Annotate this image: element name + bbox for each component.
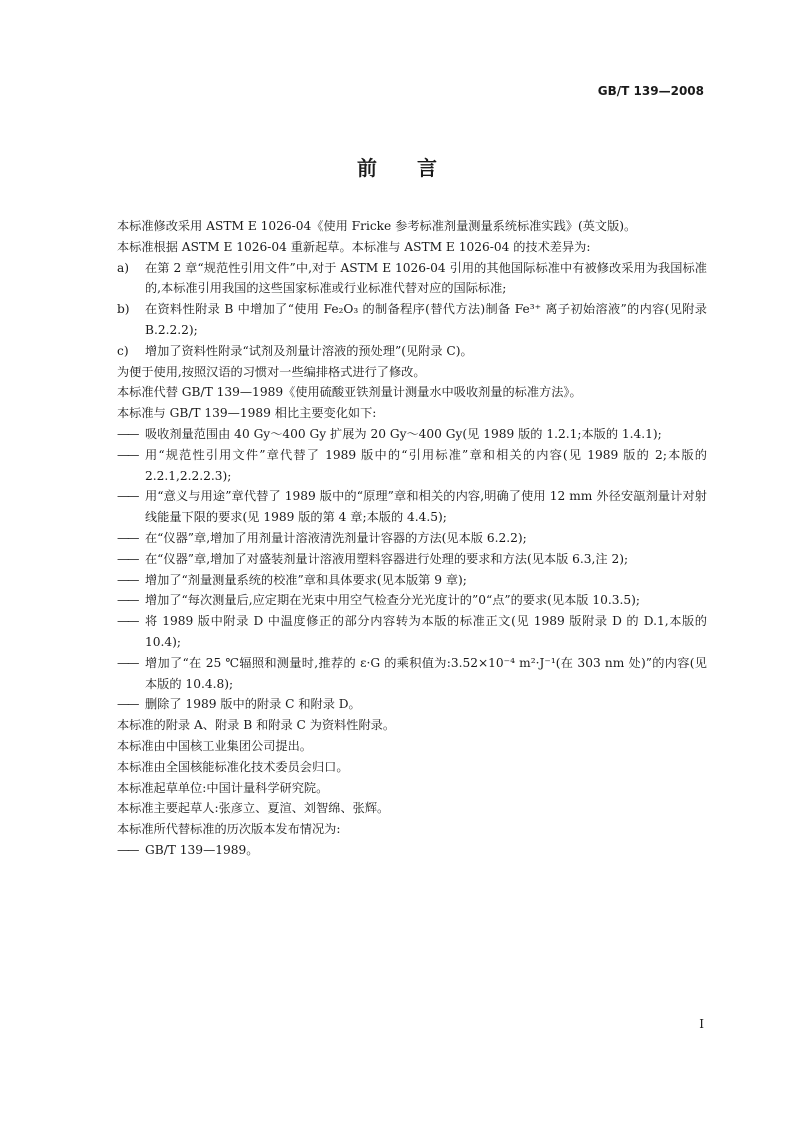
dash-marker: —— [117,572,138,587]
paragraph: 本标准起草单位:中国计量科学研究院。 [117,780,329,795]
diff-item-b [117,299,707,341]
paragraph: 本标准由中国核工业集团公司提出。 [117,738,312,753]
list-item-text: 增加了资料性附录“试剂及剂量计溶液的预处理”(见附录 C)。 [145,343,473,358]
list-item-text: 删除了 1989 版中的附录 C 和附录 D。 [145,697,361,712]
preface-body [117,216,707,861]
diff-item-a [117,258,707,300]
dash-marker: —— [117,551,138,566]
list-item-text: 用“规范性引用文件”章代替了 1989 版中的“引用标准”章和相关的内容(见 1989 版的 2;本版的 2.2.1,2.2.2.3); [145,447,707,483]
paragraph: 本标准与 GB/T 139—1989 相比主要变化如下: [117,406,377,421]
paragraph: 本标准主要起草人:张彦立、夏渲、刘智绵、张辉。 [117,801,390,816]
paragraph: 本标准的附录 A、附录 B 和附录 C 为资料性附录。 [117,718,396,733]
page-title: 前言 [357,156,477,180]
standard-code: GB/T 139—2008 [597,84,704,98]
change-item [117,653,707,695]
paragraph: 本标准代替 GB/T 139—1989《使用硫酸亚铁剂量计测量水中吸收剂量的标准方法》。 [117,385,582,400]
dash-marker: —— [117,489,138,504]
list-item-text: 在资料性附录 B 中增加了“使用 Fe₂O₃ 的制备程序(替代方法)制备 Fe³⁺ 离子初始溶液”的内容(见附录 B.2.2.2); [145,302,707,337]
list-item-text: GB/T 139—1989。 [145,842,259,857]
dash-marker: —— [117,530,138,545]
list-item-text: 增加了“每次测量后,应定期在光束中用空气检查分光光度计的”0“点”的要求(见本版 10.3.5); [145,593,640,608]
change-item [117,445,707,487]
paragraph: 本标准修改采用 ASTM E 1026-04《使用 Fricke 参考标准剂量测量系统标准实践》(英文版)。 [117,219,637,233]
paragraph: 本标准所代替标准的历次版本发布情况为: [117,822,341,837]
paragraph: 本标准根据 ASTM E 1026-04 重新起草。本标准与 ASTM E 1026-04 的技术差异为: [117,239,591,254]
change-item [117,590,707,611]
paragraph: 本标准由全国核能标准化技术委员会归口。 [117,759,349,774]
change-item [117,549,707,570]
dash-marker: —— [117,593,138,608]
list-item-text: 将 1989 版中附录 D 中温度修正的部分内容转为本版的标准正文(见 1989 版附录 D 的 D.1,本版的 10.4); [145,614,707,649]
list-item-text: 用“意义与用途”章代替了 1989 版中的“原理”章和相关的内容,明确了使用 12 mm 外径安瓿剂量计对射线能量下限的要求(见 1989 版的第 4 章;本版的 4.4.5); [145,489,707,525]
list-item-text: 在“仪器”章,增加了对盛装剂量计溶液用塑料容器进行处理的要求和方法(见本版 6.3,注 2); [145,551,629,566]
dash-marker: —— [117,447,138,462]
list-marker: c) [117,343,129,358]
dash-marker: —— [117,697,138,712]
list-item-text: 在“仪器”章,增加了用剂量计溶液清洗剂量计容器的方法(见本版 6.2.2); [145,530,527,545]
list-item-text: 增加了“在 25 ℃辐照和测量时,推荐的 ε·G 的乘积值为:3.52×10⁻⁴ m²·J⁻¹(在 303 nm 处)”的内容(见本版的 10.4.8); [145,655,707,691]
change-item [117,424,707,445]
list-item-text: 增加了“剂量测量系统的校准”章和具体要求(见本版第 9 章); [145,572,467,587]
page-number: I [699,1017,704,1031]
list-item-text: 在第 2 章“规范性引用文件”中,对于 ASTM E 1026-04 引用的其他国际标准中有被修改采用为我国标准的,本标准引用我国的这些国家标准或行业标准代替对应的国际标准; [145,260,707,296]
list-marker: a) [117,260,130,275]
dash-marker: —— [117,426,138,441]
change-item [117,611,707,653]
list-marker: b) [117,302,130,317]
dash-marker: —— [117,842,138,857]
dash-marker: —— [117,655,138,670]
paragraph: 为便于使用,按照汉语的习惯对一些编排格式进行了修改。 [117,364,426,379]
change-item [117,570,707,591]
dash-marker: —— [117,614,138,629]
diff-item-c [117,341,707,362]
list-item-text: 吸收剂量范围由 40 Gy～400 Gy 扩展为 20 Gy～400 Gy(见 1989 版的 1.2.1;本版的 1.4.1); [145,426,662,441]
change-item [117,694,707,715]
change-item [117,486,707,528]
history-item [117,840,707,861]
change-item [117,528,707,549]
